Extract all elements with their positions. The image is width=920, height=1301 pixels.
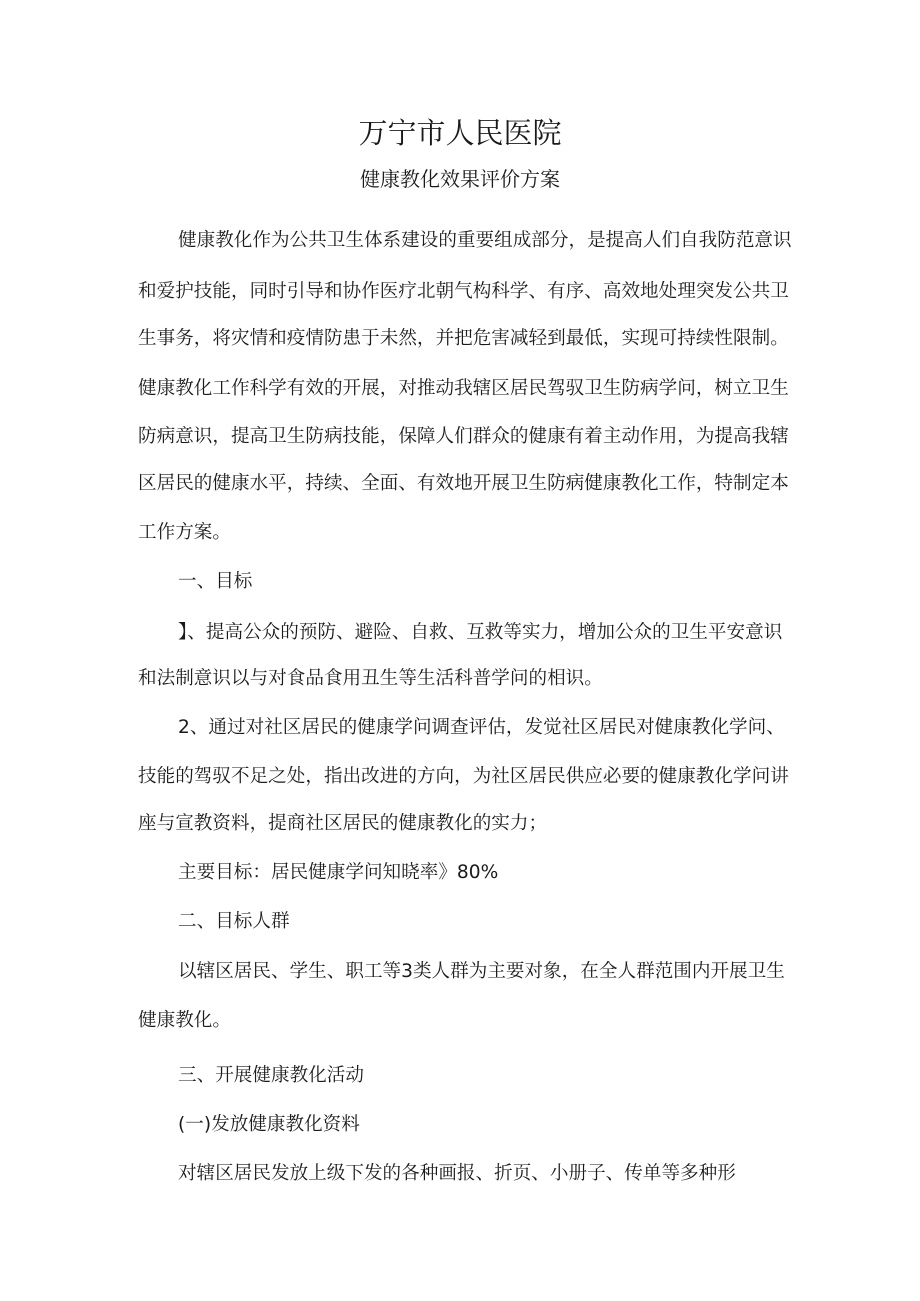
section-heading: 二、目标人群 (178, 911, 290, 932)
paragraph-line: 生事务，将灾情和疫情防患于未然，并把危害减轻到最低，实现可持续性限制。 (138, 328, 789, 349)
paragraph-line: 】、提高公众的预防、避险、自救、互救等实力，增加公众的卫生平安意识 (178, 622, 783, 643)
paragraph-line: 和法制意识以与对食品食用丑生等生活科普学问的相识。 (138, 668, 603, 689)
paragraph-line: 健康教化作为公共卫生体系建设的重要组成部分，是提高人们自我防范意识 (178, 230, 792, 251)
document-subtitle: 健康教化效果评价方案 (360, 167, 560, 191)
paragraph-line: 区居民的健康水平，持续、全面、有效地开展卫生防病健康教化工作，特制定本 (138, 473, 789, 494)
paragraph-line: 对辖区居民发放上级下发的各种画报、折页、小册子、传单等多种形 (178, 1163, 736, 1184)
paragraph-line: 工作方案。 (138, 522, 231, 543)
paragraph-line: 以辖区居民、学生、职工等3类人群为主要对象，在全人群范围内开展卫生 (178, 961, 785, 982)
section-heading: 三、开展健康教化活动 (178, 1065, 364, 1086)
paragraph-line: 防病意识，提高卫生防病技能，保障人们群众的健康有着主动作用，为提高我辖 (138, 426, 789, 447)
paragraph-line: 座与宣教资料，提商社区居民的健康教化的实力； (138, 813, 548, 834)
paragraph-line: 健康教化。 (138, 1010, 231, 1031)
subsection-heading: (一)发放健康教化资料 (178, 1114, 360, 1135)
paragraph-line: 和爱护技能，同时引导和协作医疗北朝气构科学、有序、高效地处理突发公共卫 (138, 281, 789, 302)
paragraph-line: 2、通过对社区居民的健康学问调查评估，发觉社区居民对健康教化学问、 (178, 717, 785, 738)
section-heading: 一、目标 (178, 571, 253, 592)
document-title: 万宁市人民医院 (358, 116, 562, 150)
paragraph-line: 主要目标：居民健康学问知晓率》80% (178, 862, 499, 883)
paragraph-line: 健康教化工作科学有效的开展，对推动我辖区居民驾驭卫生防病学问，树立卫生 (138, 378, 789, 399)
paragraph-line: 技能的驾驭不足之处，指出改进的方向，为社区居民供应必要的健康教化学问讲 (138, 766, 789, 787)
